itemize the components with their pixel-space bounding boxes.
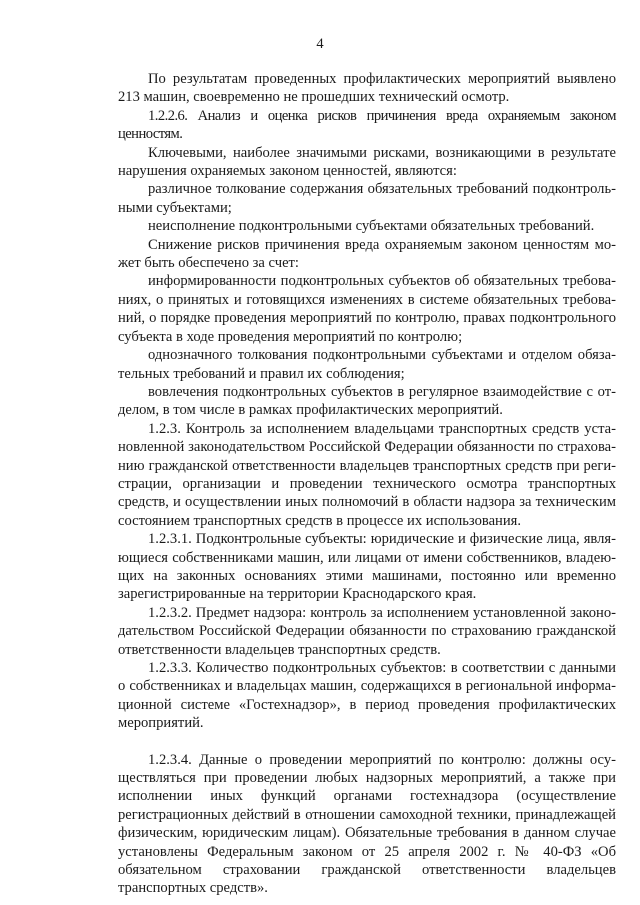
paragraph-risk-reduction: Снижение рисков причинения вреда охраняемым законом ценностям может быть обеспечено за счет: <box>118 236 616 272</box>
document-body <box>118 70 616 898</box>
paragraph-risk-analysis-heading: 1.2.2.6. Анализ и оценка рисков причинения вреда охраняемым законом ценностям. <box>118 107 616 143</box>
paragraph-risk-interpretation: различное толкование содержания обязательных требований подконтрольными субъектами; <box>118 181 616 216</box>
page-number: 4 <box>316 36 324 52</box>
paragraph-section-1-2-3-1: 1.2.3.1. Подконтрольные субъекты: юридические и физические лица, являющиеся собственниками машин, или лицами от имени собственников, владеющих на законных основаниях этими машинами, постоянно или временно зарегистрированные на территории Краснодарского края. <box>118 531 616 603</box>
paragraph-involvement: вовлечения подконтрольных субъектов в регулярное взаимодействие с отделом, в том числе в рамках профилактических мероприятий. <box>118 383 616 419</box>
paragraph-section-1-2-3: 1.2.3. Контроль за исполнением владельцами транспортных средств установленной законодательством Российской Федерации обязанности по страхованию гражданской ответственности владельцев транспортных средств при регистрации, организации и проведении технического осмотра транспортных средств, и осуществлении иных полномочий в области надзора за техническим состоянием транспортных средств в процессе их использования. <box>118 420 616 529</box>
paragraph-unambiguous-interpretation: однозначного толкования подконтрольными субъектами и отделом обязательных требований и правил их соблюдения; <box>118 347 616 382</box>
paragraph-key-risks: Ключевыми, наиболее значимыми рисками, возникающими в результате нарушения охраняемых законом ценностей, являются: <box>118 144 616 180</box>
paragraph-section-1-2-3-3: 1.2.3.3. Количество подконтрольных субъектов: в соответствии с данными о собственниках и владельцах машин, содержащихся в региональной информационной системе «Гостехнадзор», в период проведения профилактических мероприятий. <box>118 660 616 732</box>
paragraph-risk-non-compliance: неисполнение подконтрольными субъектами обязательных требований. <box>148 218 595 235</box>
paragraph-results: По результатам проведенных профилактических мероприятий выявлено 213 машин, своевременно не прошедших технический осмотр. <box>118 71 616 106</box>
paragraph-section-1-2-3-4: 1.2.3.4. Данные о проведении мероприятий по контролю: должны осуществляться при проведении любых надзорных мероприятий, а также при исполнении иных функций органами гостехнадзора (осуществление регистрационных действий в отношении самоходной техники, принадлежащей физическим, юридическим лицам). Обязательные требования в данном случае установлены Федеральным законом от 25 апреля 2002 г. № 40-ФЗ «Об обязательном страховании гражданской ответственности владельцев транспортных средств». <box>118 751 616 897</box>
paragraph-section-1-2-3-2: 1.2.3.2. Предмет надзора: контроль за исполнением установленной законодательством Российской Федерации обязанности по страхованию гражданской ответственности владельцев транспортных средств. <box>118 604 616 658</box>
paragraph-awareness: информированности подконтрольных субъектов об обязательных требованиях, о принятых и готовящихся изменениях в системе обязательных требований, о порядке проведения мероприятий по контролю, правах подконтрольного субъекта в ходе проведения мероприятий по контролю; <box>118 273 616 345</box>
